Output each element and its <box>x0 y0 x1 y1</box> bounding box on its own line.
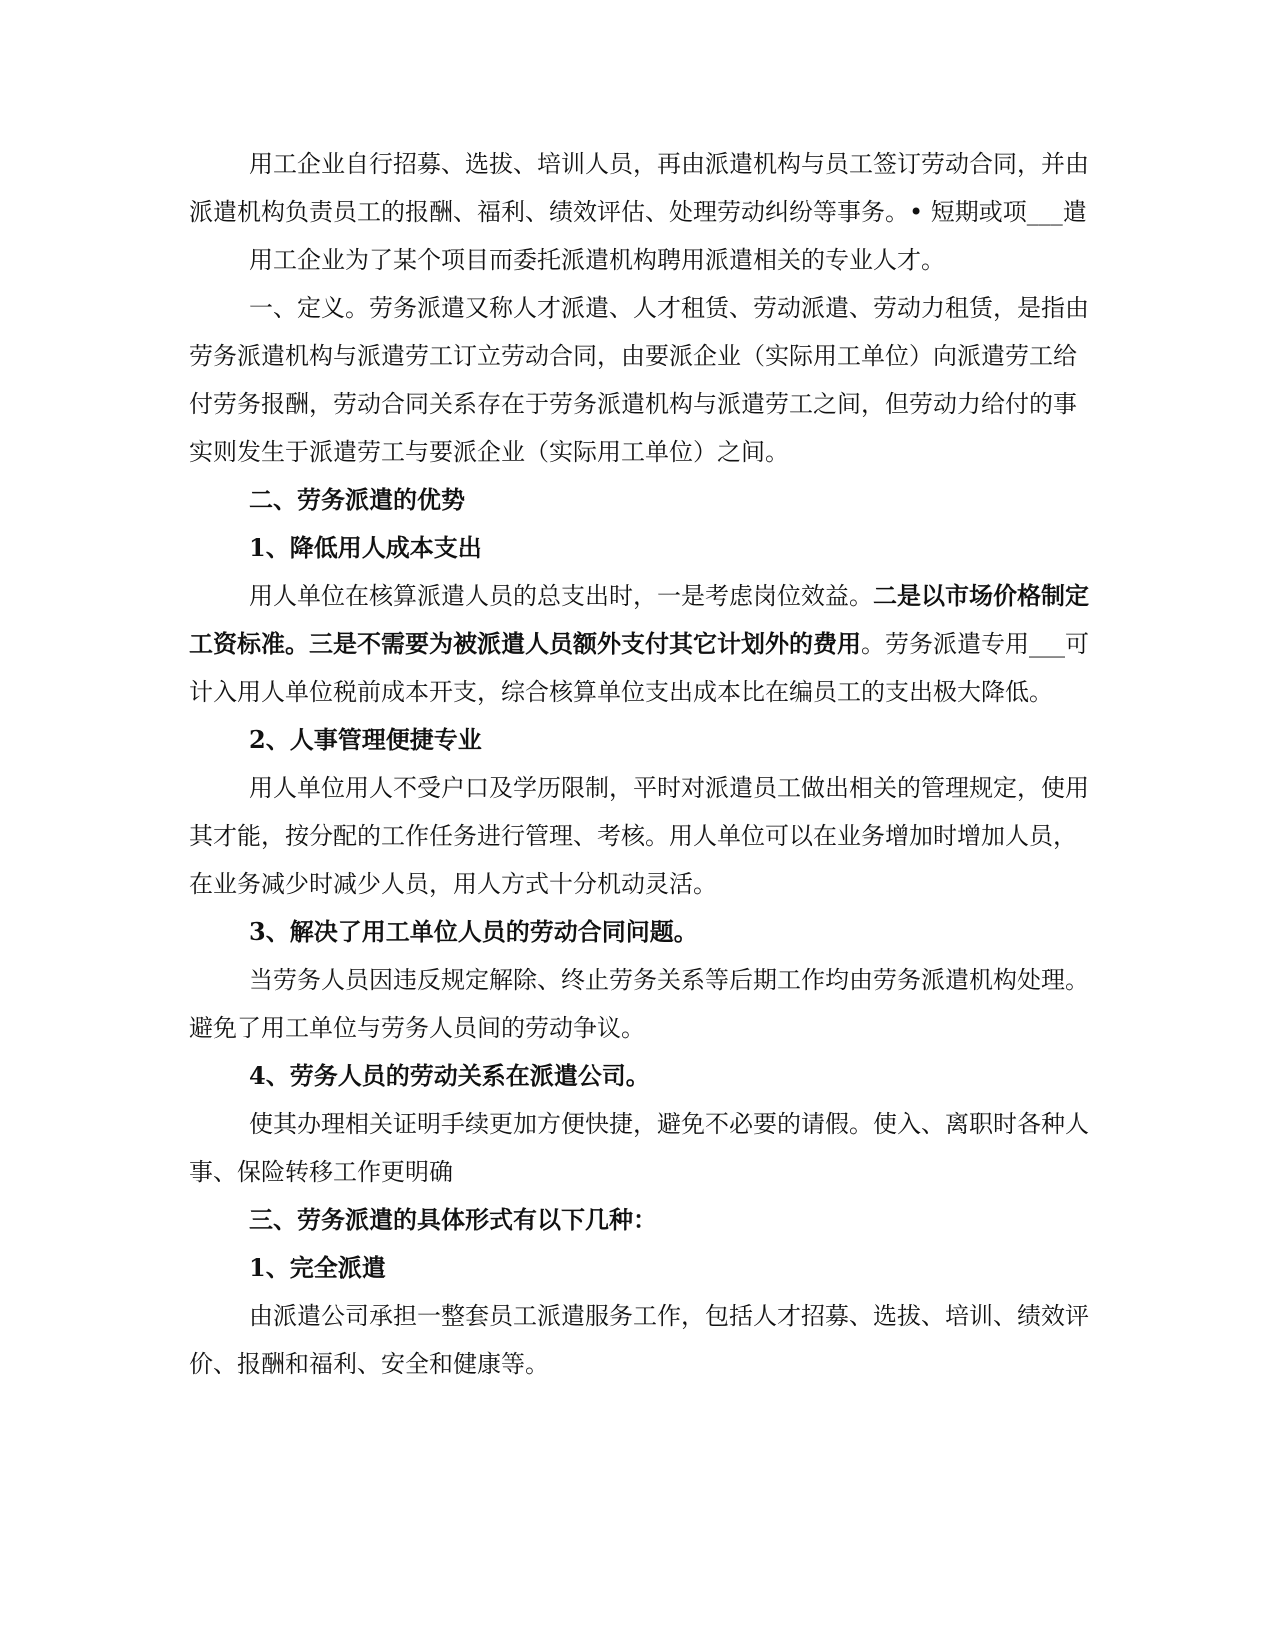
paragraph-labor-contract: 当劳务人员因违反规定解除、终止劳务关系等后期工作均由劳务派遣机构处理。避免了用工单位与劳务人员间的劳动争议。 <box>189 966 1089 1042</box>
document-body <box>189 140 1089 1388</box>
paragraph-cost-bold-part: 二是以市场价格制定工资标准。三是不需要为被派遣人员额外支付其它计划外的费用 <box>189 581 1089 658</box>
heading-hr-management: 2、人事管理便捷专业 <box>249 725 482 754</box>
paragraph-cost <box>189 572 1089 716</box>
heading-reduce-cost: 1、降低用人成本支出 <box>249 533 482 562</box>
heading-full-dispatch: 1、完全派遣 <box>249 1253 386 1282</box>
paragraph-cost-part-1: 用人单位在核算派遣人员的总支出时，一是考虑岗位效益。 <box>249 582 873 610</box>
paragraph-labor-relation: 使其办理相关证明手续更加方便快捷，避免不必要的请假。使入、离职时各种人事、保险转移工作更明确 <box>189 1110 1089 1186</box>
heading-advantages: 二、劳务派遣的优势 <box>249 485 465 514</box>
heading-labor-contract: 3、解决了用工单位人员的劳动合同问题。 <box>249 917 698 946</box>
paragraph-definition: 一、定义。劳务派遣又称人才派遣、人才租赁、劳动派遣、劳动力租赁，是指由劳务派遣机构与派遣劳工订立劳动合同，由要派企业（实际用工单位）向派遣劳工给付劳务报酬，劳动合同关系存在于劳务派遣机构与派遣劳工之间，但劳动力给付的事实则发生于派遣劳工与要派企业（实际用工单位）之间。 <box>189 294 1089 466</box>
paragraph-hr-management: 用人单位用人不受户口及学历限制，平时对派遣员工做出相关的管理规定，使用其才能，按分配的工作任务进行管理、考核。用人单位可以在业务增加时增加人员，在业务减少时减少人员，用人方式十分机动灵活。 <box>189 774 1089 898</box>
paragraph-cost-part-3: 。劳务派遣专用___可计入用人单位税前成本开支，综合核算单位支出成本比在编员工的支出极大降低。 <box>189 630 1089 706</box>
heading-dispatch-forms: 三、劳务派遣的具体形式有以下几种： <box>249 1205 657 1234</box>
paragraph-2: 用工企业为了某个项目而委托派遣机构聘用派遣相关的专业人才。 <box>249 246 945 274</box>
paragraph-full-dispatch: 由派遣公司承担一整套员工派遣服务工作，包括人才招募、选拔、培训、绩效评价、报酬和福利、安全和健康等。 <box>189 1302 1089 1378</box>
paragraph-1: 用工企业自行招募、选拔、培训人员，再由派遣机构与员工签订劳动合同，并由派遣机构负责员工的报酬、福利、绩效评估、处理劳动纠纷等事务。• 短期或项___遣 <box>189 150 1089 226</box>
heading-labor-relation: 4、劳务人员的劳动关系在派遣公司。 <box>249 1061 650 1090</box>
